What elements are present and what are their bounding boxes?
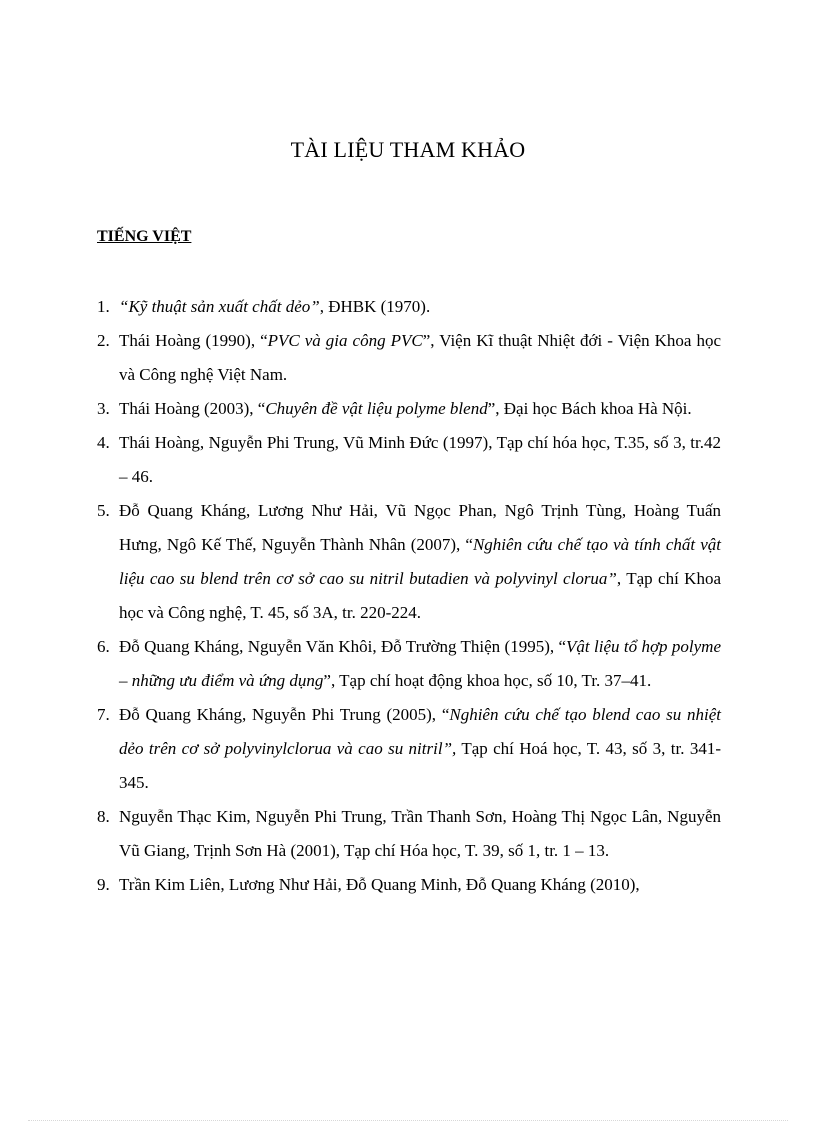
reference-text — [119, 807, 721, 860]
reference-number: 7. — [97, 705, 110, 724]
reference-item — [97, 290, 721, 324]
reference-italic-segment: “Kỹ thuật sản xuất chất dẻo” — [119, 297, 320, 316]
reference-number: 4. — [97, 433, 110, 452]
reference-text — [119, 433, 721, 486]
reference-item — [97, 698, 721, 800]
reference-segment: Tạp chí Hoá học, T. 43, số 3, tr. 341-345. — [119, 739, 721, 792]
reference-segment: Đỗ Quang Kháng, Lương Như Hải, Vũ Ngọc Phan, Ngô Trịnh Tùng, Hoàng Tuấn Hưng, Ngô Kế Thế, Nguyễn Thành Nhân (2007), “ — [119, 501, 721, 554]
reference-number: 2. — [97, 331, 110, 350]
reference-italic-segment: PVC và gia công PVC — [267, 331, 423, 350]
reference-segment: Thái Hoàng (2003), “ — [119, 399, 266, 418]
reference-segment: ”, Đại học Bách khoa Hà Nội. — [487, 399, 692, 418]
reference-number: 9. — [97, 875, 110, 894]
reference-text — [119, 875, 640, 894]
reference-segment: ”, Tạp chí hoạt động khoa học, số 10, Tr. 37–41. — [323, 671, 652, 690]
reference-text — [119, 297, 430, 316]
reference-segment: Thái Hoàng (1990), “ — [119, 331, 268, 350]
reference-item — [97, 426, 721, 494]
reference-text — [119, 705, 721, 792]
reference-segment: Nguyễn Thạc Kim, Nguyễn Phi Trung, Trần Thanh Sơn, Hoàng Thị Ngọc Lân, Nguyễn Vũ Giang, Trịnh Sơn Hà (2001), Tạp chí Hóa học, T. 39, số 1, tr. 1 – 13. — [119, 807, 721, 860]
reference-number: 8. — [97, 807, 110, 826]
reference-italic-segment: Chuyên đề vật liệu polyme blend — [265, 399, 488, 418]
reference-text — [119, 399, 692, 418]
reference-text — [119, 637, 721, 690]
reference-text — [119, 331, 721, 384]
reference-segment: Đỗ Quang Kháng, Nguyễn Văn Khôi, Đỗ Trường Thiện (1995), “ — [119, 637, 567, 656]
reference-number: 1. — [97, 297, 110, 316]
reference-number: 3. — [97, 399, 110, 418]
reference-segment: Trần Kim Liên, Lương Như Hải, Đỗ Quang Minh, Đỗ Quang Kháng (2010), — [119, 875, 640, 894]
reference-item — [97, 494, 721, 630]
reference-italic-segment: Nghiên cứu chế tạo và tính chất vật liệu cao su blend trên cơ sở cao su nitril butadien và polyvinyl clorua” — [119, 535, 721, 588]
reference-italic-segment: Nghiên cứu chế tạo blend cao su nhiệt dẻo trên cơ sở polyvinylclorua và cao su nitril”, — [119, 705, 721, 758]
reference-item — [97, 868, 721, 902]
page-bottom-divider — [28, 1120, 788, 1121]
reference-item — [97, 324, 721, 392]
reference-italic-segment: Vật liệu tổ hợp polyme – những ưu điểm và ứng dụng — [119, 637, 721, 690]
reference-list — [97, 290, 721, 902]
reference-item — [97, 392, 721, 426]
reference-number: 6. — [97, 637, 110, 656]
reference-item — [97, 800, 721, 868]
reference-text — [119, 501, 721, 622]
reference-item — [97, 630, 721, 698]
reference-segment: , Tạp chí Khoa học và Công nghệ, T. 45, số 3A, tr. 220-224. — [119, 569, 721, 622]
reference-segment: , ĐHBK (1970). — [319, 297, 431, 316]
reference-number: 5. — [97, 501, 110, 520]
reference-segment: Đỗ Quang Kháng, Nguyễn Phi Trung (2005), “ — [119, 705, 450, 724]
reference-segment: ”, Viện Kĩ thuật Nhiệt đới - Viện Khoa học và Công nghệ Việt Nam. — [119, 331, 722, 384]
reference-segment: Thái Hoàng, Nguyễn Phi Trung, Vũ Minh Đức (1997), Tạp chí hóa học, T.35, số 3, tr.42 – 46. — [119, 433, 721, 486]
page-title: TÀI LIỆU THAM KHẢO — [290, 137, 526, 162]
section-heading: TIẾNG VIỆT — [97, 228, 192, 245]
